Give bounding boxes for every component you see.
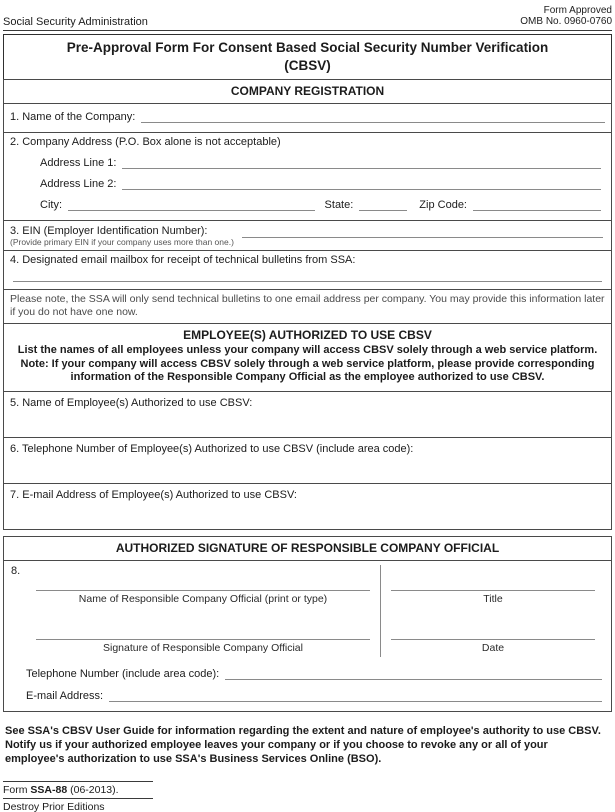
company-name-label: 1. Name of the Company: bbox=[10, 111, 136, 123]
address-line1-label: Address Line 1: bbox=[40, 157, 117, 169]
official-name-caption: Name of Responsible Company Official (print or type) bbox=[78, 592, 328, 605]
official-title-caption: Title bbox=[483, 592, 503, 605]
form-number-edition: (06-2013). bbox=[67, 783, 119, 796]
form-number-id: SSA-88 bbox=[30, 783, 68, 796]
address-line1-field[interactable] bbox=[122, 156, 601, 169]
employees-instructions-line1: List the names of all employees unless your company will access CBSV solely through a web service platform. bbox=[17, 344, 598, 356]
signature-date-field[interactable] bbox=[391, 620, 595, 640]
signature-columns bbox=[26, 565, 605, 657]
form-approved-block bbox=[520, 5, 612, 27]
field-employee-names-box[interactable] bbox=[3, 391, 612, 438]
field-company-name-box bbox=[3, 103, 612, 133]
form-approved-text: Form Approved bbox=[543, 5, 612, 16]
form-header bbox=[3, 5, 612, 31]
official-email-field[interactable] bbox=[109, 689, 602, 702]
official-signature-caption: Signature of Responsible Company Official bbox=[102, 641, 303, 654]
company-registration-header-box bbox=[3, 79, 612, 104]
employees-instructions-line2: Note: If your company will access CBSV solely through a web service platform, please provide corresponding bbox=[20, 357, 595, 370]
omb-number: OMB No. 0960-0760 bbox=[520, 16, 612, 27]
cbsv-user-guide-notice: See SSA's CBSV User Guide for information regarding the extent and nature of employee's authority to use CBSV. Notify us if your authorized employee leaves your company or if you choose to revoke any or all of your employee's authorization to use SSA's Business Services Online (BSO). bbox=[5, 724, 601, 765]
signature-right-column bbox=[380, 565, 605, 657]
email-mailbox-field[interactable] bbox=[13, 269, 602, 282]
employees-section-title: EMPLOYEE(S) AUTHORIZED TO USE CBSV bbox=[183, 328, 432, 342]
ein-label: 3. EIN (Employer Identification Number): bbox=[10, 224, 208, 237]
state-field[interactable] bbox=[359, 198, 407, 211]
ein-sublabel: (Provide primary EIN if your company uses more than one.) bbox=[10, 236, 234, 247]
ein-field[interactable] bbox=[242, 237, 603, 238]
city-field[interactable] bbox=[68, 198, 315, 211]
zip-field[interactable] bbox=[473, 198, 601, 211]
agency-name: Social Security Administration bbox=[3, 16, 148, 28]
form-title-line1: Pre-Approval Form For Consent Based Social Security Number Verification bbox=[66, 40, 549, 55]
zip-label: Zip Code: bbox=[419, 199, 467, 211]
field-company-address-box bbox=[3, 132, 612, 221]
field-email-mailbox-box bbox=[3, 250, 612, 290]
official-phone-label: Telephone Number (include area code): bbox=[26, 667, 220, 680]
city-label: City: bbox=[40, 199, 62, 211]
form-number bbox=[3, 781, 153, 799]
signature-section-box bbox=[3, 560, 612, 712]
signature-date-caption: Date bbox=[481, 641, 505, 654]
employees-section-box bbox=[3, 323, 612, 392]
signature-section-title: AUTHORIZED SIGNATURE OF RESPONSIBLE COMPANY OFFICIAL bbox=[115, 540, 500, 555]
employee-names-label: 5. Name of Employee(s) Authorized to use CBSV: bbox=[10, 396, 253, 409]
form-title-box bbox=[3, 34, 612, 80]
field-ein-box bbox=[3, 220, 612, 251]
company-name-field[interactable] bbox=[141, 110, 605, 123]
employees-instructions bbox=[10, 344, 605, 388]
signature-left-column bbox=[26, 565, 380, 657]
destroy-prior-editions-text: Destroy Prior Editions bbox=[3, 800, 105, 812]
form-number-prefix: Form bbox=[3, 783, 31, 796]
official-phone-field[interactable] bbox=[225, 667, 602, 680]
form-title-line2: (CBSV) bbox=[284, 58, 331, 73]
employee-emails-label: 7. E-mail Address of Employee(s) Authorized to use CBSV: bbox=[10, 488, 297, 501]
form-footer bbox=[3, 780, 612, 812]
company-address-label: 2. Company Address (P.O. Box alone is not acceptable) bbox=[10, 136, 281, 148]
technical-bulletin-note: Please note, the SSA will only send technical bulletins to one email address per company. You may provide this information later if you do not have one now. bbox=[3, 289, 612, 324]
company-registration-title: COMPANY REGISTRATION bbox=[230, 84, 385, 98]
state-label: State: bbox=[324, 199, 354, 211]
signature-section-header-box bbox=[3, 536, 612, 561]
official-name-field[interactable] bbox=[36, 571, 370, 591]
official-signature-field[interactable] bbox=[36, 620, 370, 640]
employees-instructions-line3: information of the Responsible Company Official as the employee authorized to use CBSV. bbox=[70, 371, 545, 383]
official-email-label: E-mail Address: bbox=[26, 689, 104, 702]
address-line2-field[interactable] bbox=[122, 177, 601, 190]
employee-phones-label: 6. Telephone Number of Employee(s) Authorized to use CBSV (include area code): bbox=[10, 442, 414, 455]
field-employee-phones-box[interactable] bbox=[3, 437, 612, 484]
email-mailbox-label: 4. Designated email mailbox for receipt of technical bulletins from SSA: bbox=[10, 254, 356, 266]
item8-number: 8. bbox=[11, 564, 21, 577]
field-employee-emails-box[interactable] bbox=[3, 483, 612, 530]
official-title-field[interactable] bbox=[391, 571, 595, 591]
address-line2-label: Address Line 2: bbox=[40, 178, 117, 190]
